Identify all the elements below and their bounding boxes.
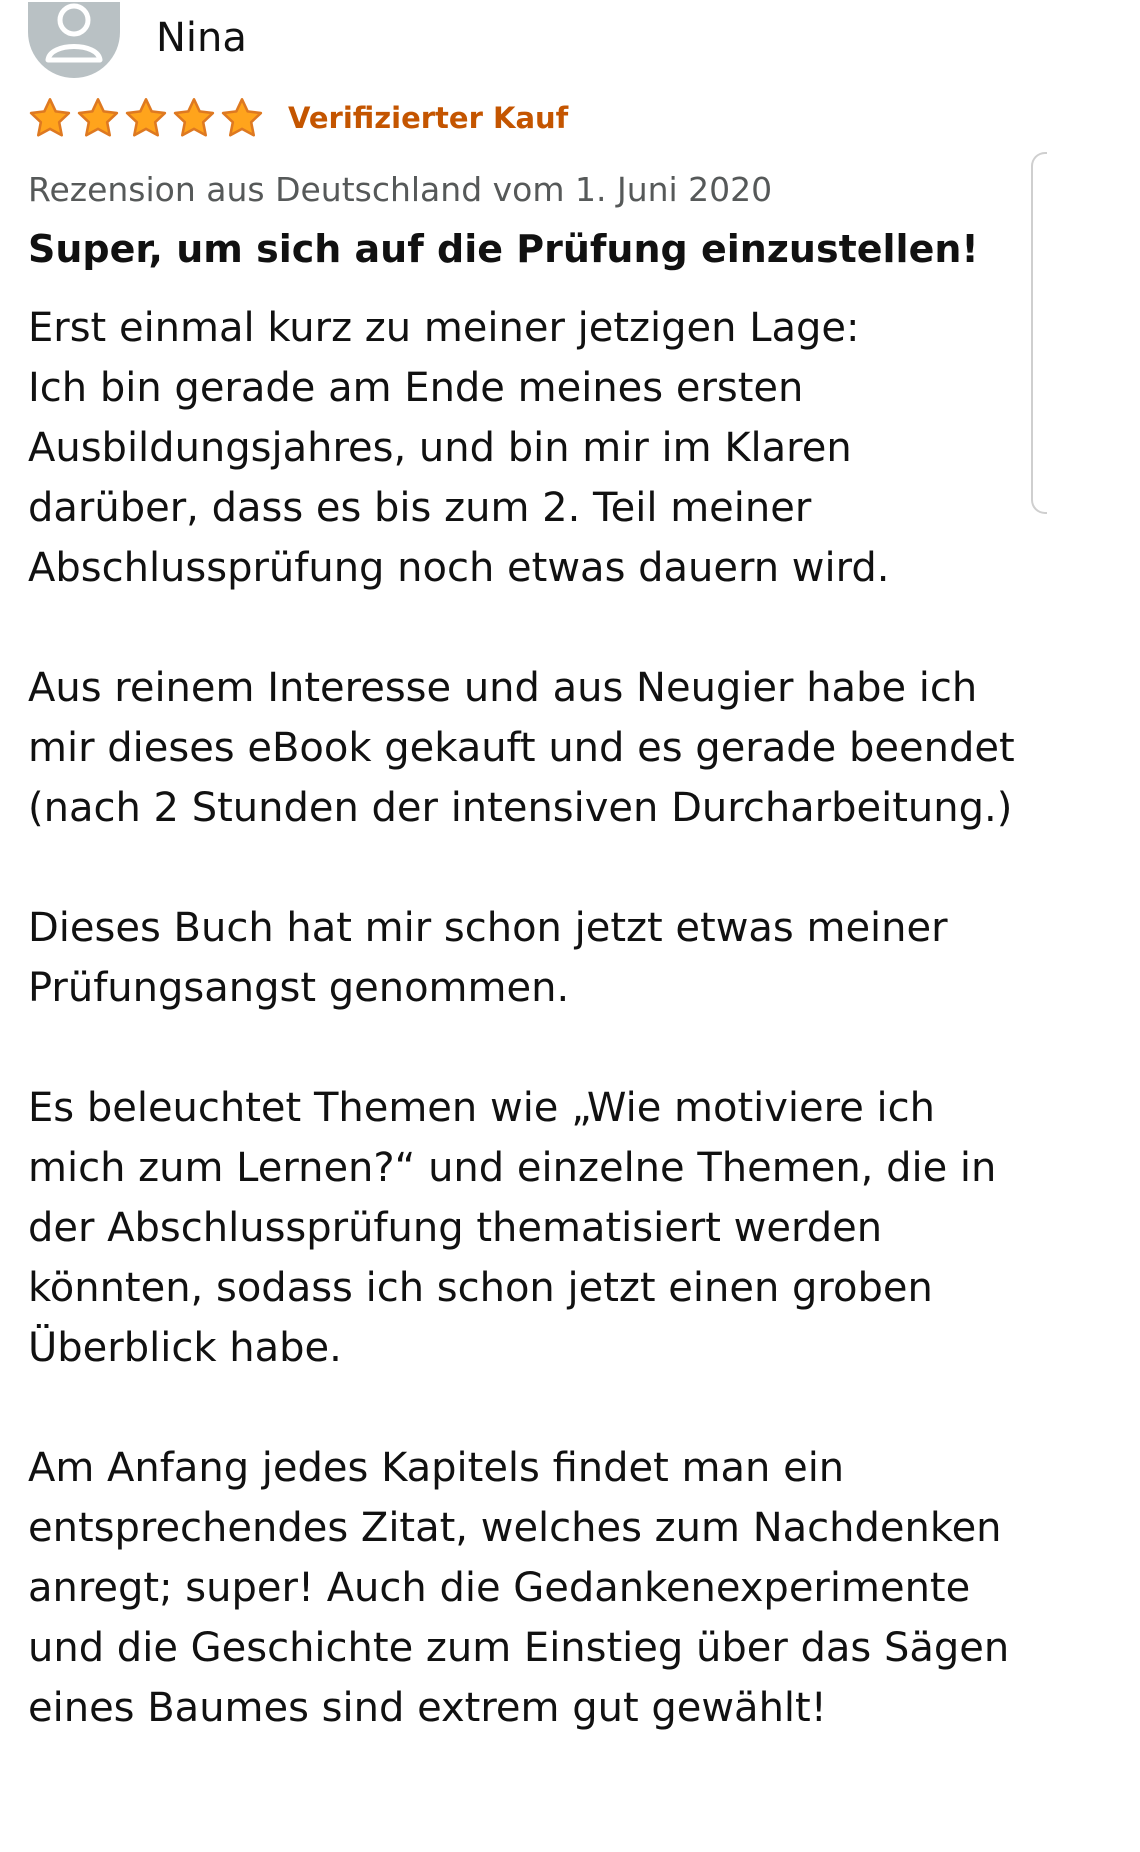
review-paragraph: Dieses Buch hat mir schon jetzt etwas meiner Prüfungsangst genommen.	[28, 905, 948, 1011]
verified-purchase-badge: Verifizierter Kauf	[288, 101, 569, 135]
review-meta: Rezension aus Deutschland vom 1. Juni 2020	[28, 170, 773, 209]
star-filled-icon	[124, 96, 168, 140]
review-paragraph: Erst einmal kurz zu meiner jetzigen Lage: Ich bin gerade am Ende meines ersten Ausbildungsjahres, und bin mir im Klaren darüber, dass es bis zum 2. Teil meiner Abschlussprüfung noch etwas dauern wird.	[28, 305, 890, 591]
reviewer-header	[28, 4, 247, 84]
review-paragraph: Es beleuchtet Themen wie „Wie motiviere ich mich zum Lernen?“ und einzelne Themen, die in der Abschlussprüfung thematisiert werden könnten, sodass ich schon jetzt einen groben Überblick habe.	[28, 1085, 997, 1371]
review-paragraph: Aus reinem Interesse und aus Neugier habe ich mir dieses eBook gekauft und es gerade beendet (nach 2 Stunden der intensiven Durcharbeitung.)	[28, 665, 1015, 831]
review-body	[28, 298, 1028, 1798]
star-filled-icon	[220, 96, 264, 140]
star-filled-icon	[172, 96, 216, 140]
star-filled-icon	[76, 96, 120, 140]
star-filled-icon	[28, 96, 72, 140]
review-title: Super, um sich auf die Prüfung einzustellen!	[28, 227, 979, 271]
star-rating[interactable]	[28, 96, 268, 140]
review-paragraph: Am Anfang jedes Kapitels findet man ein entsprechendes Zitat, welches zum Nachdenken anregt; super! Auch die Gedankenexperimente und die Geschichte zum Einstieg über das Sägen eines Baumes sind extrem gut gewählt!	[28, 1445, 1010, 1731]
user-avatar-icon[interactable]	[28, 2, 120, 78]
reviewer-name[interactable]: Nina	[156, 15, 247, 61]
rating-row	[28, 96, 568, 140]
scroll-edge	[1031, 152, 1047, 514]
